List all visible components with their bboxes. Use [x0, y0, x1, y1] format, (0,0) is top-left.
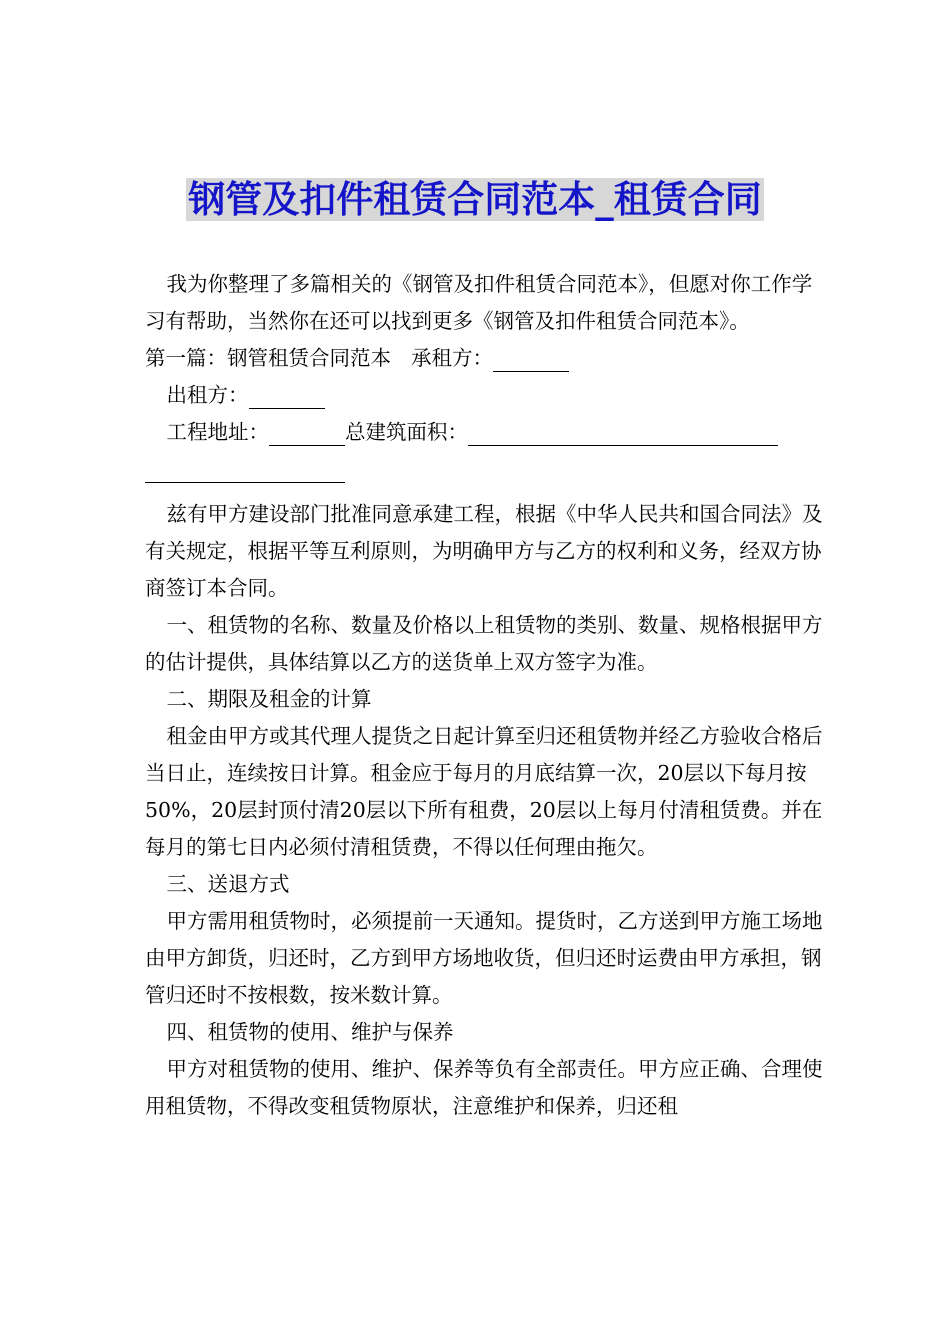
clause4-paragraph: 甲方对租赁物的使用、维护、保养等负有全部责任。甲方应正确、合理使用租赁物，不得改变租赁物原状，注意维护和保养，归还租: [145, 1057, 823, 1118]
preamble-paragraph: 兹有甲方建设部门批准同意承建工程，根据《中华人民共和国合同法》及有关规定，根据平等互利原则，为明确甲方与乙方的权利和义务，经双方协商签订本合同。: [145, 502, 823, 600]
area-blank: [468, 423, 778, 447]
lessor-blank: [249, 386, 325, 410]
clause1-paragraph: 一、租赁物的名称、数量及价格以上租赁物的类别、数量、规格根据甲方的估计提供，具体结算以乙方的送货单上双方签字为准。: [145, 613, 823, 674]
clause3-paragraph: 甲方需用租赁物时，必须提前一天通知。提货时，乙方送到甲方施工场地由甲方卸货，归还时，乙方到甲方场地收货，但归还时运费由甲方承担，钢管归还时不按根数，按米数计算。: [145, 909, 823, 1007]
section1-heading-line: [145, 340, 825, 377]
lessee-blank: [493, 349, 569, 373]
lessor-line: [145, 377, 825, 414]
clause3-heading: 三、送退方式: [166, 872, 290, 896]
clause2-heading: 二、期限及租金的计算: [166, 687, 372, 711]
document-body: [145, 266, 825, 1125]
site-blank: [269, 423, 345, 447]
site-line: [145, 414, 825, 451]
area-blank-continued: [145, 460, 345, 484]
clause4-heading: 四、租赁物的使用、维护与保养: [166, 1020, 454, 1044]
document-title: [0, 176, 950, 224]
lessee-label: 承租方：: [411, 346, 493, 370]
section1-heading: 第一篇：钢管租赁合同范本: [145, 346, 391, 370]
intro-paragraph: 我为你整理了多篇相关的《钢管及扣件租赁合同范本》，但愿对你工作学习有帮助，当然你在还可以找到更多《钢管及扣件租赁合同范本》。: [145, 272, 813, 333]
lessor-label: 出租方：: [166, 383, 249, 407]
area-label: 总建筑面积：: [345, 420, 469, 444]
clause2-paragraph: 租金由甲方或其代理人提货之日起计算至归还租赁物并经乙方验收合格后当日止，连续按日计算。租金应于每月的月底结算一次，20层以下每月按50%，20层封顶付清20层以下所有租费，20层以上每月付清租赁费。并在每月的第七日内必须付清租赁费，不得以任何理由拖欠。: [145, 724, 823, 859]
site-label: 工程地址：: [166, 420, 270, 444]
document-title-text: 钢管及扣件租赁合同范本_租赁合同: [188, 178, 762, 221]
spacer: [145, 488, 825, 496]
area-blank-continued-line: [145, 451, 825, 488]
